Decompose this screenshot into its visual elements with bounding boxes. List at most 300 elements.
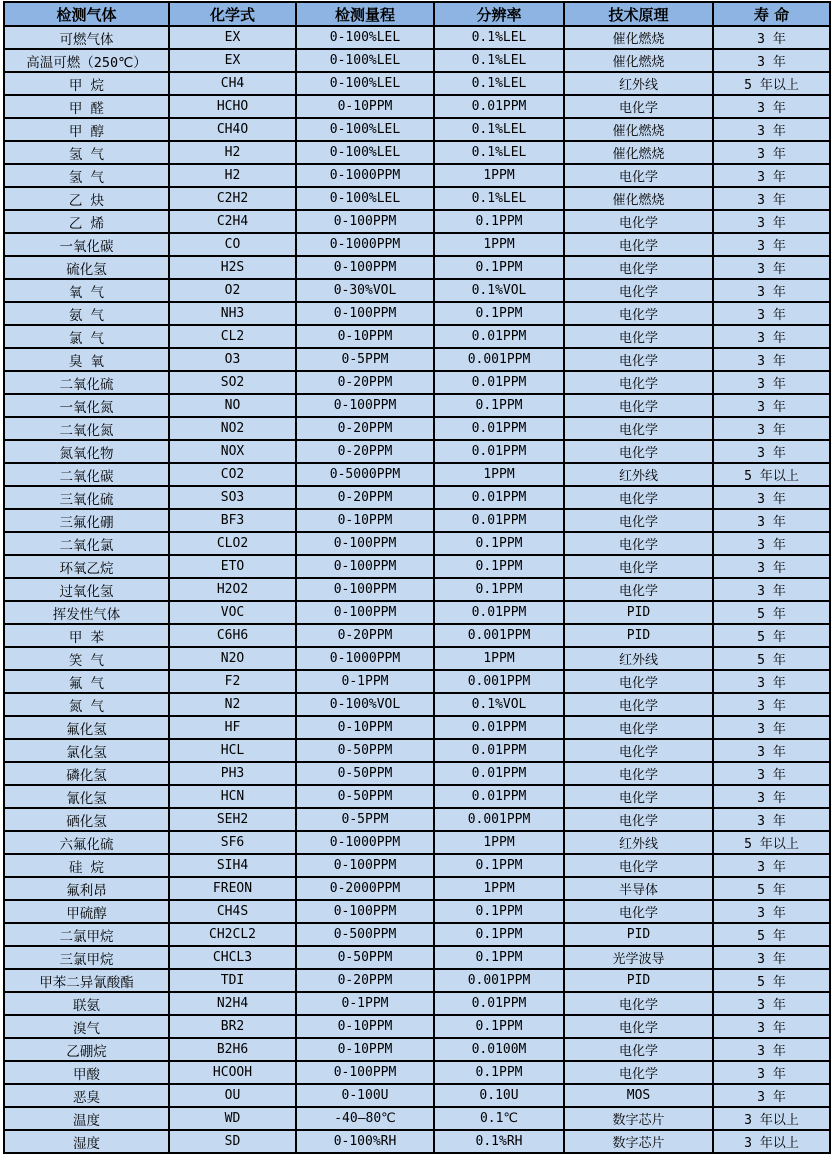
- gas-name-cell: 过氧化氢: [4, 578, 169, 601]
- lifespan-cell: 5 年以上: [713, 72, 830, 95]
- lifespan-cell: 3 年: [713, 808, 830, 831]
- resolution-cell: 0.1PPM: [434, 946, 564, 969]
- chemical-formula-cell: H2: [169, 164, 296, 187]
- resolution-cell: 0.01PPM: [434, 417, 564, 440]
- detection-range-cell: 0-10PPM: [296, 716, 434, 739]
- detection-range-cell: 0-100U: [296, 1084, 434, 1107]
- gas-name-cell: 六氟化硫: [4, 831, 169, 854]
- detection-range-cell: 0-1000PPM: [296, 164, 434, 187]
- table-row: [4, 72, 830, 95]
- chemical-formula-cell: FREON: [169, 877, 296, 900]
- gas-name-cell: 氟利昂: [4, 877, 169, 900]
- table-row: [4, 233, 830, 256]
- lifespan-cell: 3 年: [713, 1015, 830, 1038]
- chemical-formula-cell: SO3: [169, 486, 296, 509]
- technology-principle-cell: 电化学: [564, 854, 713, 877]
- detection-range-cell: 0-1000PPM: [296, 831, 434, 854]
- lifespan-cell: 3 年: [713, 532, 830, 555]
- technology-principle-cell: 半导体: [564, 877, 713, 900]
- technology-principle-cell: 数字芯片: [564, 1130, 713, 1153]
- chemical-formula-cell: H2S: [169, 256, 296, 279]
- gas-name-cell: 氮氧化物: [4, 440, 169, 463]
- gas-name-cell: 可燃气体: [4, 26, 169, 49]
- table-row: [4, 486, 830, 509]
- detection-range-cell: 0-100%LEL: [296, 49, 434, 72]
- table-row: [4, 854, 830, 877]
- gas-name-cell: 氯化氢: [4, 739, 169, 762]
- lifespan-cell: 5 年以上: [713, 463, 830, 486]
- table-row: [4, 716, 830, 739]
- technology-principle-cell: 电化学: [564, 417, 713, 440]
- lifespan-cell: 5 年: [713, 647, 830, 670]
- lifespan-cell: 3 年: [713, 693, 830, 716]
- chemical-formula-cell: C2H2: [169, 187, 296, 210]
- table-row: [4, 256, 830, 279]
- chemical-formula-cell: BF3: [169, 509, 296, 532]
- technology-principle-cell: 电化学: [564, 1038, 713, 1061]
- table-row: [4, 440, 830, 463]
- chemical-formula-cell: C2H4: [169, 210, 296, 233]
- resolution-cell: 0.01PPM: [434, 762, 564, 785]
- gas-name-cell: 挥发性气体: [4, 601, 169, 624]
- chemical-formula-cell: PH3: [169, 762, 296, 785]
- chemical-formula-cell: NO: [169, 394, 296, 417]
- resolution-cell: 0.01PPM: [434, 440, 564, 463]
- lifespan-cell: 3 年: [713, 187, 830, 210]
- chemical-formula-cell: NOX: [169, 440, 296, 463]
- table-row: [4, 578, 830, 601]
- chemical-formula-cell: CO2: [169, 463, 296, 486]
- chemical-formula-cell: VOC: [169, 601, 296, 624]
- lifespan-cell: 3 年: [713, 26, 830, 49]
- gas-name-cell: 乙硼烷: [4, 1038, 169, 1061]
- lifespan-cell: 3 年: [713, 854, 830, 877]
- lifespan-cell: 3 年: [713, 578, 830, 601]
- table-row: [4, 1084, 830, 1107]
- gas-name-cell: 二氧化硫: [4, 371, 169, 394]
- lifespan-cell: 5 年: [713, 923, 830, 946]
- lifespan-cell: 3 年: [713, 256, 830, 279]
- lifespan-cell: 5 年: [713, 877, 830, 900]
- detection-range-cell: 0-100PPM: [296, 302, 434, 325]
- table-row: [4, 302, 830, 325]
- chemical-formula-cell: N2H4: [169, 992, 296, 1015]
- table-row: [4, 1061, 830, 1084]
- resolution-cell: 0.01PPM: [434, 325, 564, 348]
- detection-range-cell: 0-50PPM: [296, 946, 434, 969]
- table-row: [4, 831, 830, 854]
- chemical-formula-cell: OU: [169, 1084, 296, 1107]
- technology-principle-cell: 电化学: [564, 371, 713, 394]
- chemical-formula-cell: EX: [169, 26, 296, 49]
- chemical-formula-cell: F2: [169, 670, 296, 693]
- resolution-cell: 0.1PPM: [434, 900, 564, 923]
- column-header-technology-principle: 技术原理: [564, 2, 713, 26]
- detection-range-cell: 0-20PPM: [296, 624, 434, 647]
- detection-range-cell: 0-10PPM: [296, 1015, 434, 1038]
- technology-principle-cell: 电化学: [564, 348, 713, 371]
- table-row: [4, 325, 830, 348]
- technology-principle-cell: 电化学: [564, 693, 713, 716]
- lifespan-cell: 3 年: [713, 739, 830, 762]
- resolution-cell: 0.001PPM: [434, 624, 564, 647]
- resolution-cell: 0.1PPM: [434, 210, 564, 233]
- chemical-formula-cell: SEH2: [169, 808, 296, 831]
- lifespan-cell: 3 年: [713, 371, 830, 394]
- chemical-formula-cell: HCL: [169, 739, 296, 762]
- detection-range-cell: 0-100PPM: [296, 210, 434, 233]
- technology-principle-cell: 电化学: [564, 256, 713, 279]
- column-header-detection-range: 检测量程: [296, 2, 434, 26]
- resolution-cell: 0.1PPM: [434, 302, 564, 325]
- gas-name-cell: 笑 气: [4, 647, 169, 670]
- chemical-formula-cell: TDI: [169, 969, 296, 992]
- column-header-gas-name: 检测气体: [4, 2, 169, 26]
- gas-name-cell: 二氧化氮: [4, 417, 169, 440]
- chemical-formula-cell: H2: [169, 141, 296, 164]
- gas-name-cell: 氨 气: [4, 302, 169, 325]
- gas-name-cell: 联氨: [4, 992, 169, 1015]
- table-row: [4, 624, 830, 647]
- resolution-cell: 0.001PPM: [434, 670, 564, 693]
- detection-range-cell: 0-10PPM: [296, 509, 434, 532]
- lifespan-cell: 5 年以上: [713, 831, 830, 854]
- detection-range-cell: 0-100%RH: [296, 1130, 434, 1153]
- table-row: [4, 808, 830, 831]
- technology-principle-cell: 电化学: [564, 739, 713, 762]
- resolution-cell: 0.1PPM: [434, 1061, 564, 1084]
- table-row: [4, 992, 830, 1015]
- technology-principle-cell: 电化学: [564, 164, 713, 187]
- technology-principle-cell: 电化学: [564, 532, 713, 555]
- resolution-cell: 0.001PPM: [434, 348, 564, 371]
- chemical-formula-cell: SIH4: [169, 854, 296, 877]
- resolution-cell: 0.01PPM: [434, 95, 564, 118]
- detection-range-cell: 0-20PPM: [296, 969, 434, 992]
- table-row: [4, 371, 830, 394]
- resolution-cell: 0.001PPM: [434, 808, 564, 831]
- lifespan-cell: 3 年: [713, 394, 830, 417]
- technology-principle-cell: 电化学: [564, 808, 713, 831]
- table-row: [4, 1107, 830, 1130]
- resolution-cell: 0.1PPM: [434, 1015, 564, 1038]
- column-header-chemical-formula: 化学式: [169, 2, 296, 26]
- chemical-formula-cell: HCOOH: [169, 1061, 296, 1084]
- table-row: [4, 532, 830, 555]
- detection-range-cell: 0-50PPM: [296, 739, 434, 762]
- detection-range-cell: 0-100%VOL: [296, 693, 434, 716]
- technology-principle-cell: 催化燃烧: [564, 26, 713, 49]
- gas-name-cell: 甲苯二异氰酸酯: [4, 969, 169, 992]
- lifespan-cell: 3 年: [713, 49, 830, 72]
- gas-name-cell: 甲 醇: [4, 118, 169, 141]
- detection-range-cell: 0-10PPM: [296, 325, 434, 348]
- table-row: [4, 1038, 830, 1061]
- gas-name-cell: 氢 气: [4, 141, 169, 164]
- lifespan-cell: 3 年: [713, 555, 830, 578]
- table-row: [4, 601, 830, 624]
- chemical-formula-cell: CH4O: [169, 118, 296, 141]
- chemical-formula-cell: CLO2: [169, 532, 296, 555]
- chemical-formula-cell: N2O: [169, 647, 296, 670]
- chemical-formula-cell: SD: [169, 1130, 296, 1153]
- detection-range-cell: 0-100PPM: [296, 900, 434, 923]
- detection-range-cell: 0-100PPM: [296, 578, 434, 601]
- resolution-cell: 0.01PPM: [434, 371, 564, 394]
- resolution-cell: 0.01PPM: [434, 486, 564, 509]
- detection-range-cell: 0-2000PPM: [296, 877, 434, 900]
- table-row: [4, 509, 830, 532]
- chemical-formula-cell: B2H6: [169, 1038, 296, 1061]
- detection-range-cell: 0-5PPM: [296, 348, 434, 371]
- resolution-cell: 0.1%VOL: [434, 279, 564, 302]
- chemical-formula-cell: NH3: [169, 302, 296, 325]
- table-row: [4, 417, 830, 440]
- gas-name-cell: 环氧乙烷: [4, 555, 169, 578]
- detection-range-cell: 0-20PPM: [296, 440, 434, 463]
- chemical-formula-cell: NO2: [169, 417, 296, 440]
- detection-range-cell: 0-500PPM: [296, 923, 434, 946]
- lifespan-cell: 3 年: [713, 325, 830, 348]
- table-row: [4, 348, 830, 371]
- table-row: [4, 923, 830, 946]
- technology-principle-cell: 催化燃烧: [564, 141, 713, 164]
- technology-principle-cell: 电化学: [564, 302, 713, 325]
- lifespan-cell: 3 年: [713, 716, 830, 739]
- detection-range-cell: 0-1PPM: [296, 670, 434, 693]
- table-row: [4, 693, 830, 716]
- technology-principle-cell: 电化学: [564, 1015, 713, 1038]
- resolution-cell: 0.1PPM: [434, 923, 564, 946]
- table-row: [4, 946, 830, 969]
- lifespan-cell: 3 年以上: [713, 1130, 830, 1153]
- detection-range-cell: 0-100PPM: [296, 555, 434, 578]
- chemical-formula-cell: HCHO: [169, 95, 296, 118]
- lifespan-cell: 3 年: [713, 233, 830, 256]
- chemical-formula-cell: CO: [169, 233, 296, 256]
- gas-name-cell: 二氯甲烷: [4, 923, 169, 946]
- technology-principle-cell: 催化燃烧: [564, 118, 713, 141]
- gas-name-cell: 甲 醛: [4, 95, 169, 118]
- lifespan-cell: 3 年: [713, 1061, 830, 1084]
- lifespan-cell: 5 年: [713, 624, 830, 647]
- detection-range-cell: 0-100%LEL: [296, 187, 434, 210]
- technology-principle-cell: 电化学: [564, 210, 713, 233]
- lifespan-cell: 3 年: [713, 210, 830, 233]
- table-row: [4, 279, 830, 302]
- detection-range-cell: 0-100%LEL: [296, 141, 434, 164]
- lifespan-cell: 3 年: [713, 164, 830, 187]
- lifespan-cell: 3 年: [713, 417, 830, 440]
- resolution-cell: 0.1PPM: [434, 394, 564, 417]
- technology-principle-cell: 电化学: [564, 716, 713, 739]
- table-row: [4, 95, 830, 118]
- column-header-resolution: 分辨率: [434, 2, 564, 26]
- technology-principle-cell: 红外线: [564, 831, 713, 854]
- lifespan-cell: 3 年: [713, 118, 830, 141]
- gas-name-cell: 乙 炔: [4, 187, 169, 210]
- table-header: [4, 2, 830, 26]
- table-row: [4, 877, 830, 900]
- gas-name-cell: 氟 气: [4, 670, 169, 693]
- resolution-cell: 0.1%LEL: [434, 49, 564, 72]
- chemical-formula-cell: SO2: [169, 371, 296, 394]
- table-row: [4, 164, 830, 187]
- detection-range-cell: 0-50PPM: [296, 785, 434, 808]
- lifespan-cell: 3 年: [713, 992, 830, 1015]
- lifespan-cell: 3 年: [713, 95, 830, 118]
- detection-range-cell: 0-100%LEL: [296, 72, 434, 95]
- technology-principle-cell: 电化学: [564, 670, 713, 693]
- gas-name-cell: 氢 气: [4, 164, 169, 187]
- detection-range-cell: 0-100PPM: [296, 532, 434, 555]
- resolution-cell: 1PPM: [434, 831, 564, 854]
- detection-range-cell: 0-20PPM: [296, 417, 434, 440]
- lifespan-cell: 3 年: [713, 509, 830, 532]
- lifespan-cell: 3 年: [713, 440, 830, 463]
- lifespan-cell: 5 年: [713, 969, 830, 992]
- detection-range-cell: 0-100PPM: [296, 256, 434, 279]
- chemical-formula-cell: CH4: [169, 72, 296, 95]
- lifespan-cell: 3 年: [713, 946, 830, 969]
- technology-principle-cell: 光学波导: [564, 946, 713, 969]
- detection-range-cell: 0-100PPM: [296, 394, 434, 417]
- resolution-cell: 0.01PPM: [434, 992, 564, 1015]
- lifespan-cell: 3 年: [713, 348, 830, 371]
- gas-name-cell: 温度: [4, 1107, 169, 1130]
- gas-name-cell: 甲硫醇: [4, 900, 169, 923]
- lifespan-cell: 3 年: [713, 762, 830, 785]
- lifespan-cell: 3 年: [713, 1038, 830, 1061]
- detection-range-cell: -40—80℃: [296, 1107, 434, 1130]
- resolution-cell: 0.01PPM: [434, 739, 564, 762]
- resolution-cell: 0.1%LEL: [434, 187, 564, 210]
- table-row: [4, 187, 830, 210]
- detection-range-cell: 0-20PPM: [296, 371, 434, 394]
- gas-name-cell: 硒化氢: [4, 808, 169, 831]
- resolution-cell: 0.1%LEL: [434, 118, 564, 141]
- table-row: [4, 739, 830, 762]
- detection-range-cell: 0-100%LEL: [296, 26, 434, 49]
- technology-principle-cell: 电化学: [564, 486, 713, 509]
- technology-principle-cell: 电化学: [564, 578, 713, 601]
- chemical-formula-cell: O3: [169, 348, 296, 371]
- table-row: [4, 210, 830, 233]
- table-row: [4, 118, 830, 141]
- table-row: [4, 762, 830, 785]
- header-row: [4, 2, 830, 26]
- chemical-formula-cell: O2: [169, 279, 296, 302]
- resolution-cell: 0.001PPM: [434, 969, 564, 992]
- technology-principle-cell: 电化学: [564, 279, 713, 302]
- gas-detection-spec-table: [3, 1, 831, 1154]
- table-row: [4, 49, 830, 72]
- resolution-cell: 0.1PPM: [434, 532, 564, 555]
- technology-principle-cell: 电化学: [564, 509, 713, 532]
- chemical-formula-cell: CH4S: [169, 900, 296, 923]
- detection-range-cell: 0-20PPM: [296, 486, 434, 509]
- resolution-cell: 1PPM: [434, 463, 564, 486]
- table-row: [4, 785, 830, 808]
- technology-principle-cell: 电化学: [564, 394, 713, 417]
- technology-principle-cell: 电化学: [564, 440, 713, 463]
- gas-name-cell: 磷化氢: [4, 762, 169, 785]
- detection-range-cell: 0-100%LEL: [296, 118, 434, 141]
- table-row: [4, 670, 830, 693]
- table-row: [4, 900, 830, 923]
- technology-principle-cell: 电化学: [564, 900, 713, 923]
- detection-range-cell: 0-1000PPM: [296, 233, 434, 256]
- table-row: [4, 394, 830, 417]
- table-body: [4, 26, 830, 1153]
- technology-principle-cell: 红外线: [564, 72, 713, 95]
- column-header-lifespan: 寿 命: [713, 2, 830, 26]
- resolution-cell: 1PPM: [434, 647, 564, 670]
- resolution-cell: 0.1PPM: [434, 256, 564, 279]
- technology-principle-cell: 红外线: [564, 647, 713, 670]
- detection-range-cell: 0-100PPM: [296, 1061, 434, 1084]
- resolution-cell: 1PPM: [434, 233, 564, 256]
- resolution-cell: 0.1%LEL: [434, 141, 564, 164]
- technology-principle-cell: 电化学: [564, 325, 713, 348]
- resolution-cell: 0.01PPM: [434, 601, 564, 624]
- technology-principle-cell: 电化学: [564, 992, 713, 1015]
- detection-range-cell: 0-10PPM: [296, 95, 434, 118]
- gas-name-cell: 硫化氢: [4, 256, 169, 279]
- chemical-formula-cell: BR2: [169, 1015, 296, 1038]
- resolution-cell: 0.1%RH: [434, 1130, 564, 1153]
- chemical-formula-cell: CL2: [169, 325, 296, 348]
- detection-range-cell: 0-5000PPM: [296, 463, 434, 486]
- table-row: [4, 1015, 830, 1038]
- chemical-formula-cell: CHCL3: [169, 946, 296, 969]
- technology-principle-cell: MOS: [564, 1084, 713, 1107]
- technology-principle-cell: 催化燃烧: [564, 49, 713, 72]
- table-row: [4, 463, 830, 486]
- resolution-cell: 0.0100M: [434, 1038, 564, 1061]
- table-row: [4, 555, 830, 578]
- technology-principle-cell: 催化燃烧: [564, 187, 713, 210]
- table-row: [4, 969, 830, 992]
- chemical-formula-cell: H2O2: [169, 578, 296, 601]
- detection-range-cell: 0-1000PPM: [296, 647, 434, 670]
- gas-name-cell: 氮 气: [4, 693, 169, 716]
- lifespan-cell: 3 年: [713, 900, 830, 923]
- gas-name-cell: 二氧化碳: [4, 463, 169, 486]
- gas-name-cell: 乙 烯: [4, 210, 169, 233]
- gas-name-cell: 甲 烷: [4, 72, 169, 95]
- gas-name-cell: 一氧化碳: [4, 233, 169, 256]
- lifespan-cell: 3 年: [713, 670, 830, 693]
- technology-principle-cell: 电化学: [564, 555, 713, 578]
- gas-name-cell: 高温可燃（250℃）: [4, 49, 169, 72]
- technology-principle-cell: 电化学: [564, 1061, 713, 1084]
- resolution-cell: 0.1℃: [434, 1107, 564, 1130]
- detection-range-cell: 0-10PPM: [296, 1038, 434, 1061]
- resolution-cell: 0.01PPM: [434, 785, 564, 808]
- technology-principle-cell: PID: [564, 624, 713, 647]
- chemical-formula-cell: EX: [169, 49, 296, 72]
- gas-name-cell: 三氟化硼: [4, 509, 169, 532]
- gas-name-cell: 臭 氧: [4, 348, 169, 371]
- gas-name-cell: 二氧化氯: [4, 532, 169, 555]
- table-row: [4, 26, 830, 49]
- lifespan-cell: 3 年: [713, 1084, 830, 1107]
- resolution-cell: 0.1%VOL: [434, 693, 564, 716]
- chemical-formula-cell: CH2CL2: [169, 923, 296, 946]
- chemical-formula-cell: HF: [169, 716, 296, 739]
- technology-principle-cell: 电化学: [564, 233, 713, 256]
